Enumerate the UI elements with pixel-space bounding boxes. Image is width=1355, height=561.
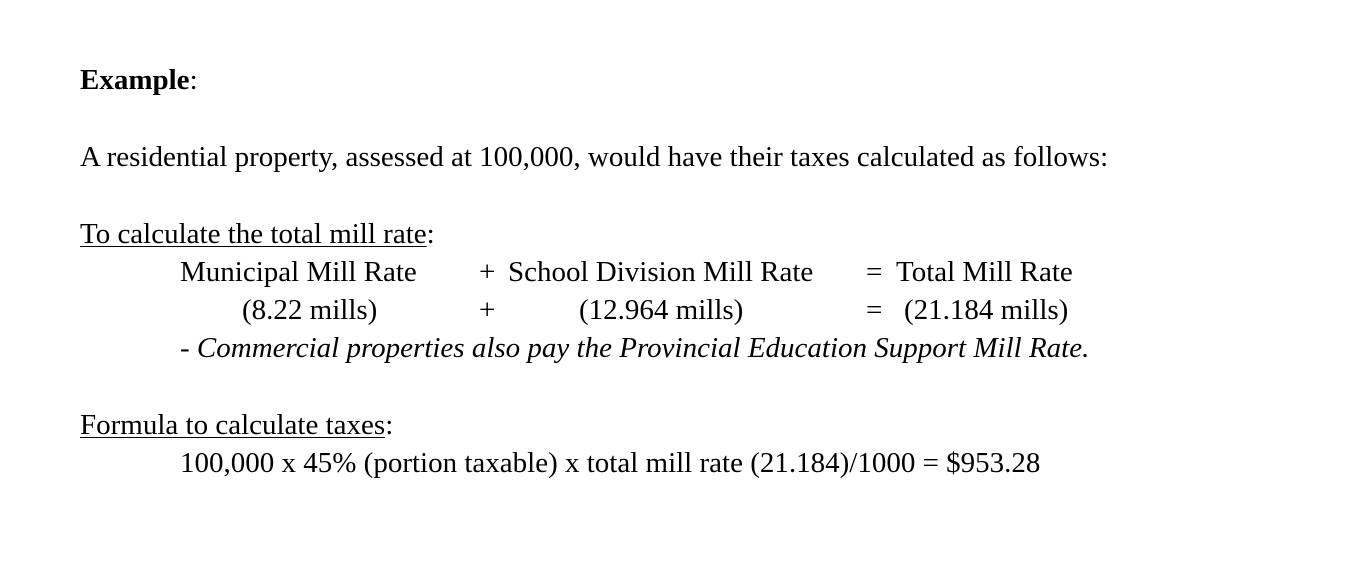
formula-heading-label: Formula to calculate taxes [80, 409, 386, 441]
value-school: (12.964 mills) [579, 294, 744, 326]
commercial-note-text: - Commercial properties also pay the Provincial Education Support Mill Rate. [180, 332, 1090, 364]
example-heading-colon: : [189, 64, 198, 96]
header-school: School Division Mill Rate [508, 256, 814, 288]
value-total: (21.184 mills) [904, 294, 1069, 326]
header-plus: + [479, 256, 496, 288]
formula-heading [80, 411, 393, 440]
formula-text: 100,000 x 45% (portion taxable) x total mill rate (21.184)/1000 = $953.28 [180, 447, 1041, 479]
value-plus: + [479, 294, 496, 326]
header-equals: = [866, 256, 883, 288]
formula-heading-colon: : [385, 409, 394, 441]
mill-rate-heading [80, 220, 435, 249]
header-total: Total Mill Rate [896, 256, 1073, 288]
value-municipal: (8.22 mills) [242, 294, 378, 326]
mill-rate-heading-colon: : [426, 218, 435, 250]
header-municipal: Municipal Mill Rate [180, 256, 417, 288]
commercial-note [180, 334, 1089, 363]
example-heading [80, 66, 198, 95]
mill-rate-heading-label: To calculate the total mill rate [80, 218, 427, 250]
example-heading-label: Example [80, 64, 190, 96]
value-equals: = [866, 294, 883, 326]
intro-text: A residential property, assessed at 100,000, would have their taxes calculated as follows: [80, 141, 1109, 173]
